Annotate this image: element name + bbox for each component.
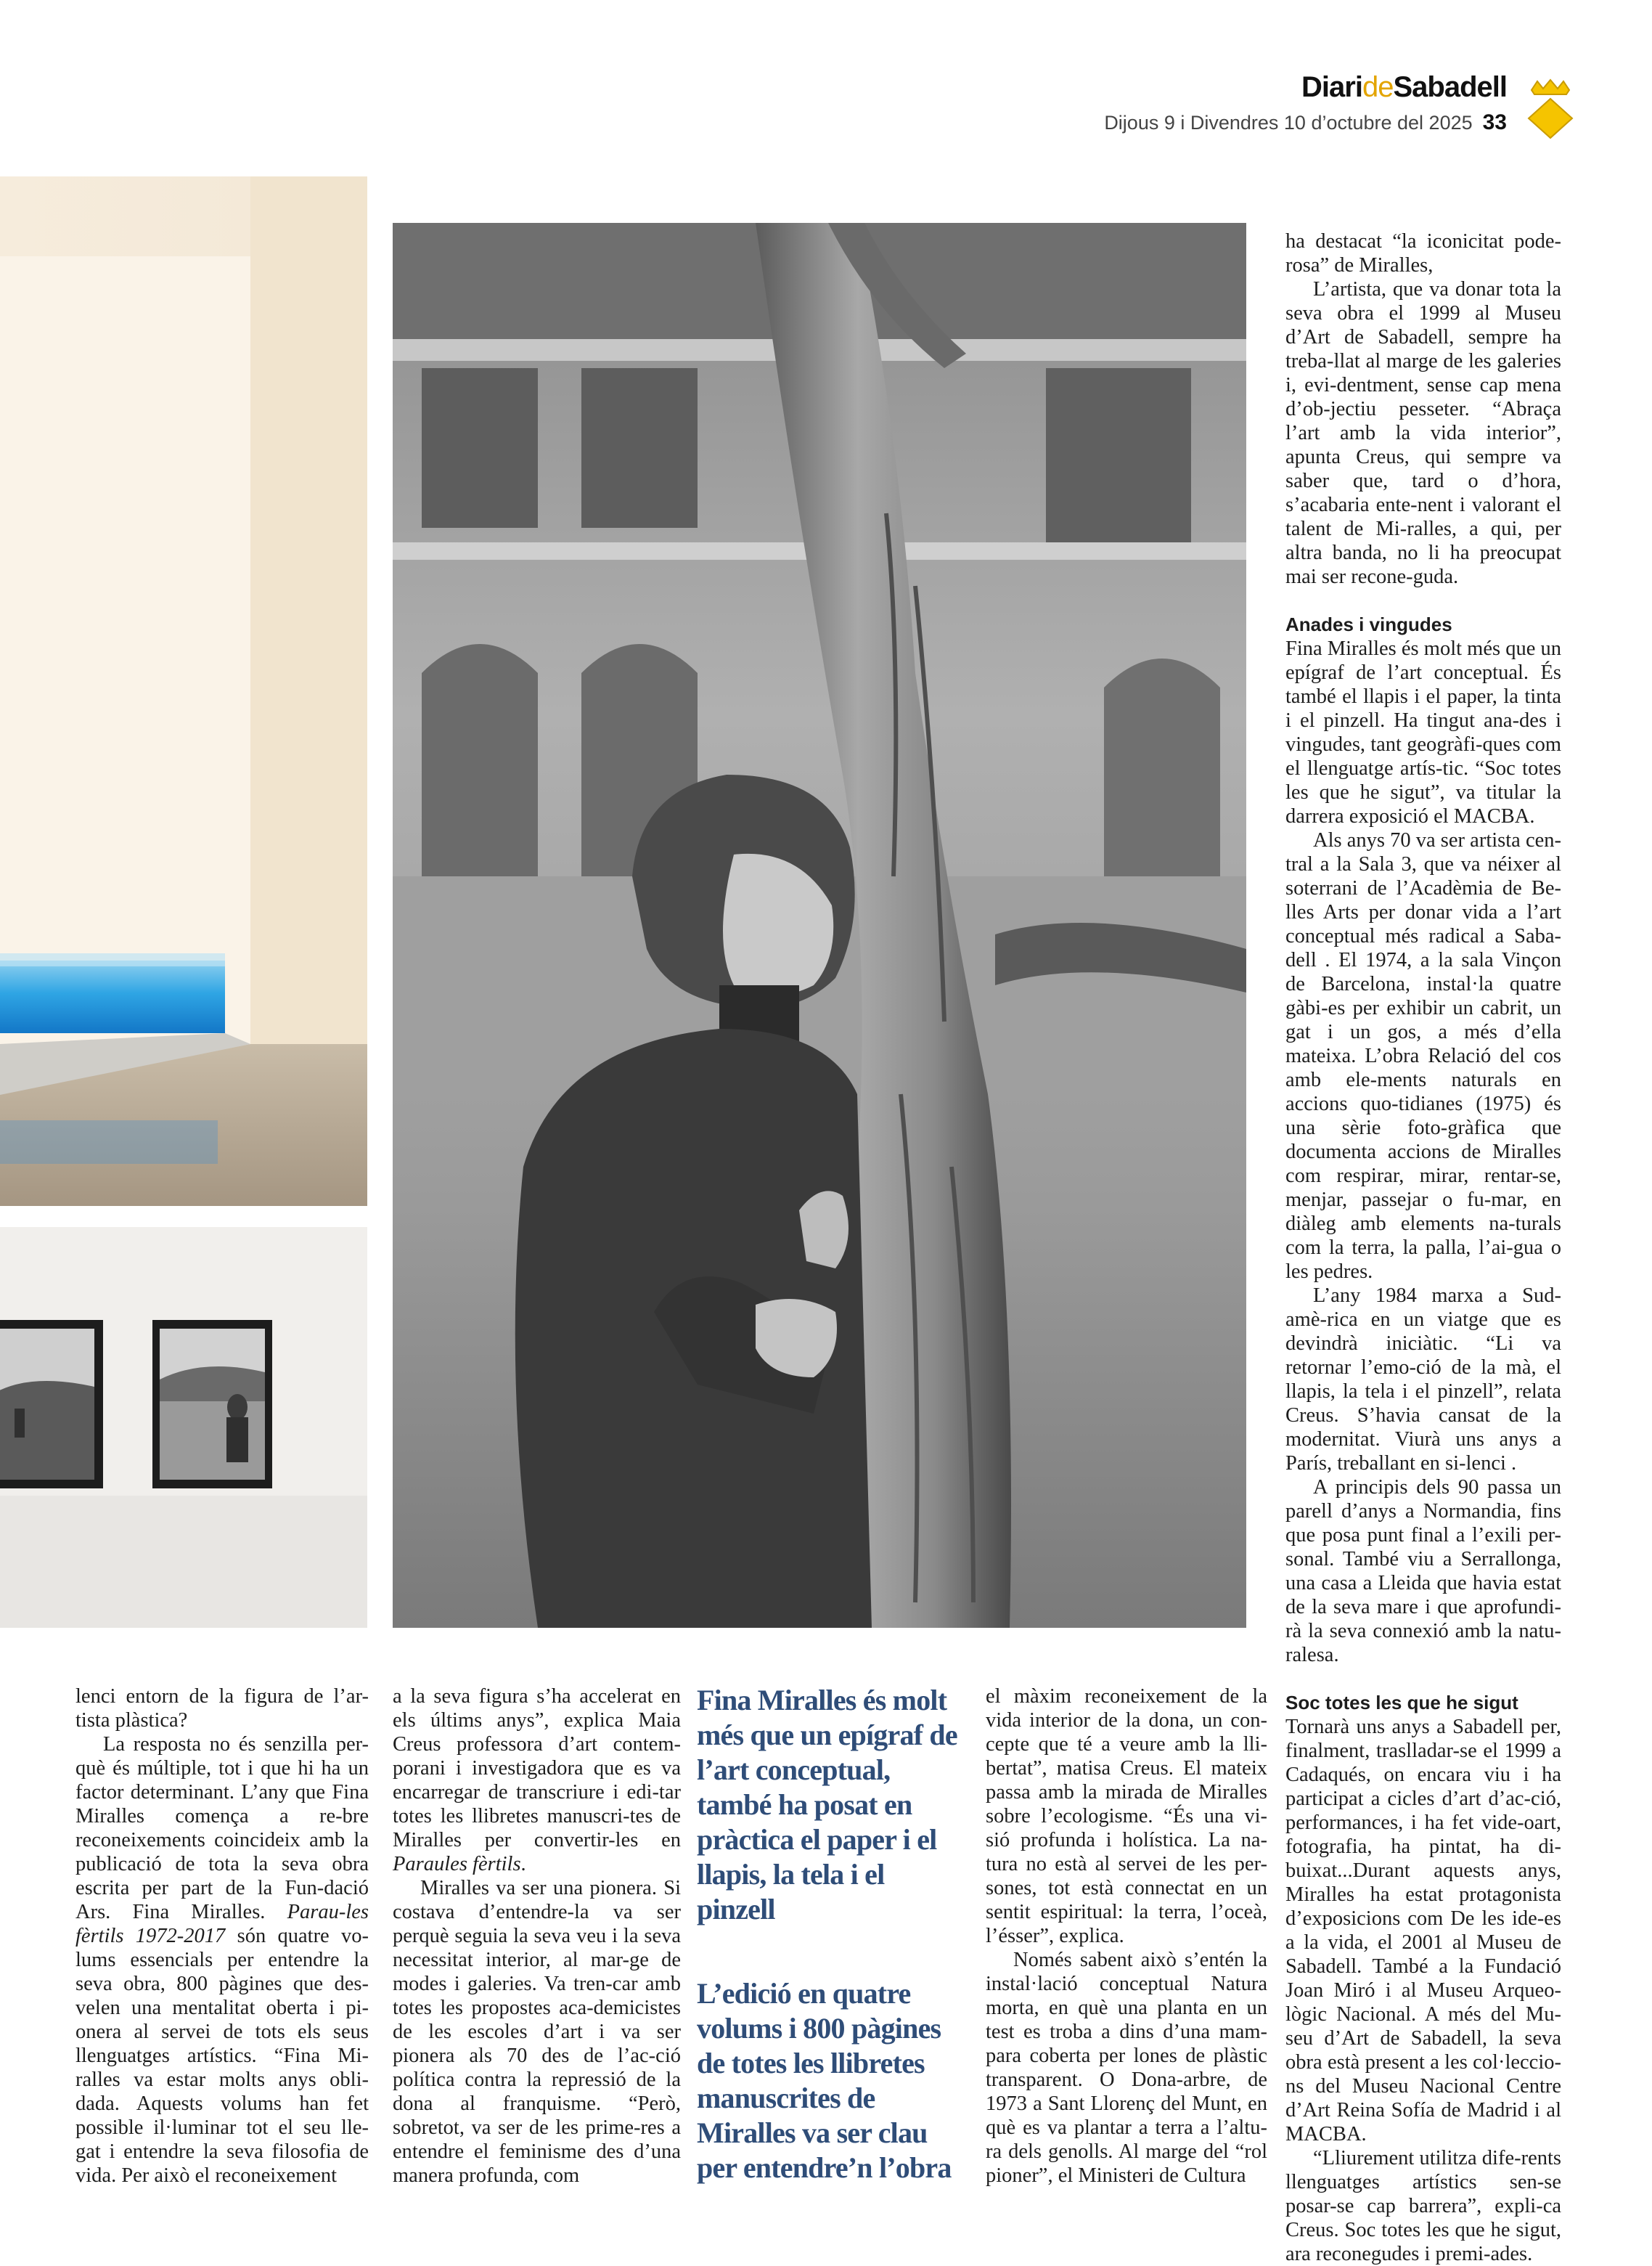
issue-date: Dijous 9 i Divendres 10 d’octubre del 2025 — [1104, 112, 1473, 134]
col4-paragraph-1: el màxim reconeixement de la vida interior de la dona, un con-cepte que té a veure amb la lli-bertat”, matisa Creus. El mateix passa amb la mirada de Miralles sobre l’ecologisme. “És una vi-sió profunda i holística. La na-tura no està al servei de les per-sones, tot està connectat en un sentit espiritual: la terra, l’oceà, l’ésser”, explica. — [986, 1685, 1267, 1947]
gallery-installation-illustration — [0, 176, 367, 1206]
col2-book-title-italic: Paraules fèrtils — [393, 1853, 521, 1875]
woman-listening-to-tree-photo — [393, 223, 1246, 1628]
masthead-part-3: Sabadell — [1393, 71, 1507, 103]
framed-photographs-illustration — [0, 1227, 367, 1628]
col2-paragraph-1 — [393, 1684, 681, 1876]
col5-paragraph-5: L’any 1984 marxa a Sud-amè-rica en un viatge que es devindrà iniciàtic. “Li va retornar l’emo-ció de la mà, el llapis, la tela i el pinzell”, relata Creus. S’havia cansat de la modernitat. Viurà uns anys a París, treballant en si-lenci . — [1285, 1284, 1561, 1475]
col2-paragraph-1-text: a la seva figura s’ha accelerat en els últims anys”, explica Maia Creus professora d’art contem-porani i investigadora que es va encarregar de transcriure i edi-tar totes les llibretes manuscri-tes de Miralles per convertir-les en — [393, 1685, 681, 1851]
subheading-anades-i-vingudes: Anades i vingudes — [1285, 614, 1452, 635]
pull-quote-2: L’edició en quatre volums i 800 pàgines de totes les llibretes manuscrites de Miralles va ser clau per entendre’n l’obra — [697, 1977, 952, 2184]
col1-paragraph-2 — [75, 1732, 369, 2188]
col5-paragraph-6: A principis dels 90 passa un parell d’anys a Normandia, fins que posa punt final a l’exili per-sonal. També viu a Serrallonga, una casa a Lleida que havia estat de la seva mare i que aprofundi-rà la seva connexió amb la natu-ralesa. — [1285, 1476, 1561, 1666]
book-title-italic: Parau-les fèrtils 1972-2017 — [75, 1901, 369, 1947]
page-number: 33 — [1482, 110, 1507, 134]
col5-paragraph-3: Fina Miralles és molt més que un epígraf de l’art conceptual. És també el llapis i el paper, la tinta i el pinzell. Ha tingut ana-des i vingudes, tant geogràfi-ques com el llenguatge artís-tic. “Soc totes les que he sigut”, va titular la darrera exposició el MACBA. — [1285, 637, 1561, 828]
masthead — [1301, 71, 1507, 104]
gallery-installation-photo — [0, 176, 367, 1206]
subheading-soc-totes: Soc totes les que he sigut — [1285, 1692, 1518, 1713]
masthead-part-2: de — [1362, 71, 1394, 103]
masthead-part-1: Diari — [1301, 71, 1362, 103]
col1-paragraph-2-text: La resposta no és senzilla per-què és múltiple, tot i que hi ha un factor determinant. L’any que Fina Miralles comença a re-bre reconeixements coincideix amb la publicació de tota la seva obra escrita per part de la Fun-dació Ars. Fina Miralles. — [75, 1733, 369, 1923]
woman-tree-illustration — [393, 223, 1246, 1628]
col5-paragraph-7: Tornarà uns anys a Sabadell per, finalment, traslladar-se el 1999 a Cadaqués, on encara viu i ha participat a cicles d’art d’ac-ció, performances, i ha fet vide-oart, fotografia, ha pintat, ha di-buixat...Durant aquests anys, Miralles ha estat protagonista d’exposicions com De les ide-es a la vida, el 2001 al Museu de Sabadell. També a la Fundació Joan Miró i al Museu Arqueo-lògic Nacional. A més del Mu-seu d’Art de Sabadell, la seva obra està present a les col·leccio-ns del Museu Nacional Centre d’Art Reina Sofía de Madrid i al MACBA. — [1285, 1716, 1561, 2145]
col1-paragraph-1: lenci entorn de la figura de l’ar-tista plàstica? — [75, 1685, 369, 1732]
article-column-5 — [1285, 229, 1561, 2266]
article-column-1 — [75, 1684, 369, 2188]
article-column-4 — [986, 1684, 1267, 2188]
article-column-2 — [393, 1684, 681, 2188]
col4-paragraph-2: Només sabent això s’entén la instal·lació conceptual Natura morta, en què una planta en un test es troba a dins d’una mam-para coberta per lones de plàstic transparent. O Dona-arbre, de 1973 a Sant Llorenç del Munt, en què es va plantar a terra a l’altu-ra dels genolls. Al marge del “rol pioner”, el Ministeri de Cultura — [986, 1949, 1267, 2187]
col5-paragraph-4: Als anys 70 va ser artista cen-tral a la Sala 3, que va néixer al soterrani de l’Acadèmia de Be-lles Arts per donar vida a l’art conceptual més radical a Saba-dell . El 1974, a la sala Vinçon de Barcelona, instal·la quatre gàbi-es per exhibir un cabrit, un gat i un gos, a més d’ella mateixa. L’obra Relació del cos amb ele-ments naturals en accions quo-tidianes (1975) és una sèrie foto-gràfica que documenta accions de Miralles com respirar, mirar, rentar-se, menjar, passejar o fu-mar, en diàleg amb elements na-turals com la terra, la palla, l’ai-gua o les pedres. — [1285, 829, 1561, 1283]
col5-paragraph-1: ha destacat “la iconicitat pode-rosa” de Miralles, — [1285, 230, 1561, 277]
col5-paragraph-8: “Lliurement utilitza dife-rents llenguatges artístics sen-se posar-se cap barrera”, expli-ca Creus. Soc totes les que he sigut, ara reconegudes i premi-ades. — [1285, 2147, 1561, 2265]
col5-paragraph-2: L’artista, que va donar tota la seva obra el 1999 al Museu d’Art de Sabadell, sempre ha treba-llat al marge de les galeries i, evi-dentment, sense cap mena d’ob-jectiu pesseter. “Abraça l’art amb la vida interior”, apunta Creus, qui sempre va saber que, tard o d’hora, s’acabaria ente-nent i valorant el talent de Mi-ralles, a qui, per altra banda, no li ha preocupat mai ser recone-guda. — [1285, 278, 1561, 588]
col2-paragraph-1-end: . — [520, 1853, 526, 1875]
framed-photographs-photo — [0, 1227, 367, 1628]
col1-paragraph-2-rest: són quatre vo-lums essencials per entendre la seva obra, 800 pàgines que des-velen una mentalitat oberta i pi-onera al servei de tots els seus llenguatges artístics. “Fina Mi-ralles va estar molts anys obli-dada. Aquests volums han fet possible il·luminar tot el seu lle-gat i entendre la seva filosofia de vida. Per això el reconeixement — [75, 1925, 369, 2187]
dateline — [1104, 110, 1507, 135]
pull-quote-1: Fina Miralles és molt més que un epígraf de l’art conceptual, també ha posat en pràctica el paper i el llapis, la tela i el pinzell — [697, 1684, 957, 1925]
col2-paragraph-2: Miralles va ser una pionera. Si costava d’entendre-la va ser perquè seguia la seva veu i la seva necessitat interior, al mar-ge de modes i galeries. Va tren-car amb totes les propostes aca-demicistes de les escoles d’art i va ser pionera als 70 des de l’ac-ció política contra la repressió de la dona al franquisme. “Però, sobretot, va ser de les prime-res a entendre el feminisme des d’una manera profunda, com — [393, 1877, 681, 2187]
crest-logo-icon — [1524, 78, 1577, 139]
